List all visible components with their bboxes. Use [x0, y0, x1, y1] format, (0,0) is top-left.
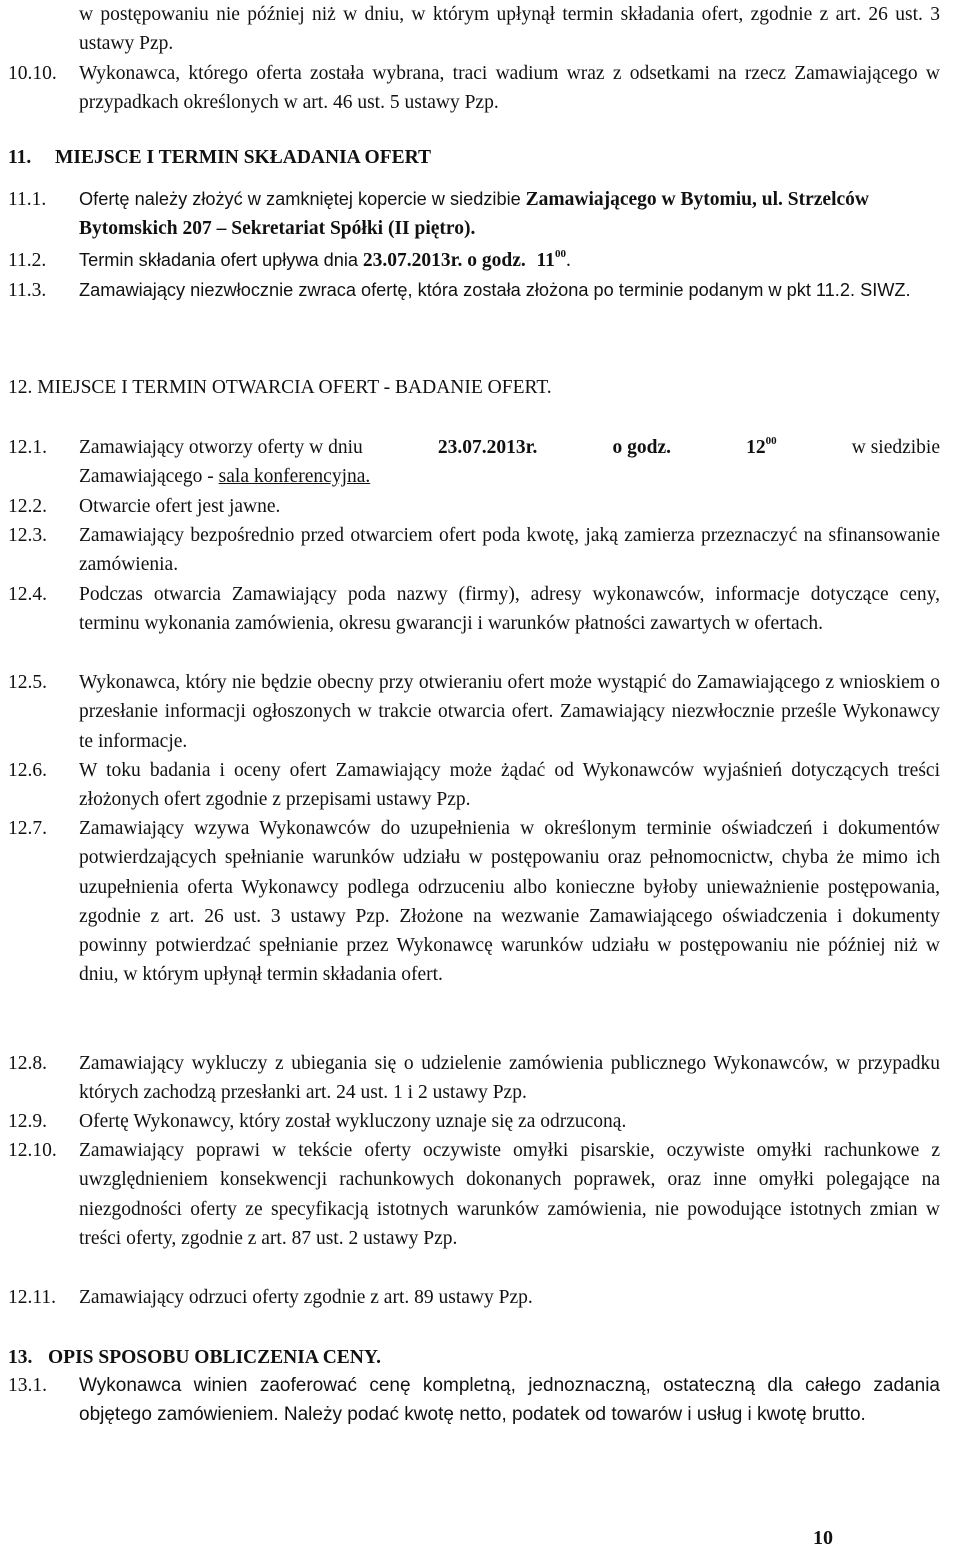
opening-hour: 12 [746, 437, 766, 458]
address-bold-a: Zamawiającego w Bytomiu, [525, 189, 757, 210]
paragraph-text [79, 246, 940, 275]
deadline-minutes: 00 [554, 248, 566, 260]
paragraph-number: 10.10. [8, 63, 57, 84]
paragraph-text: Zamawiający odrzuci oferty zgodnie z art. 89 ustawy Pzp. [79, 1287, 533, 1308]
deadline-hour: 11 [536, 250, 555, 271]
paragraph-text: Zamawiający niezwłocznie zwraca ofertę, która została złożona po terminie podanym w pkt 11.2. SIWZ. [79, 280, 911, 300]
text-run: Ofertę należy złożyć w zamkniętej kopercie w siedzibie [79, 189, 521, 209]
text-run: Zamawiającego - [79, 466, 214, 488]
paragraph-number: 12.4. [8, 584, 47, 605]
line-1 [79, 433, 940, 462]
paragraph-number: 12.5. [8, 672, 47, 693]
opening-date: 23.07.2013r. [437, 437, 538, 458]
paragraph-number: 12.10. [8, 1140, 57, 1161]
paragraph-number: 13.1. [8, 1375, 47, 1396]
paragraph-number: 12.6. [8, 760, 47, 781]
paragraph-text: Zamawiający poprawi w tekście oferty oczywiste omyłki pisarskie, oczywiste omyłki rachunkowe z uwzględnieniem konsekwencji rachunkowych dokonanych poprawek, oraz inne omyłki polegające na niezgodności oferty ze specyfikacją istotnych warunków zamówienia, nie powodujące istotnych zmian w treści oferty, zgodnie z art. 87 ust. 2 ustawy Pzp. [79, 1140, 940, 1249]
paragraph-number: 12.11. [8, 1287, 57, 1308]
paragraph-text: W toku badania i oceny ofert Zamawiający może żądać od Wykonawców wyjaśnień dotyczących treści złożonych ofert zgodnie z przepisami ustawy Pzp. [79, 760, 940, 811]
paragraph-text [79, 185, 940, 244]
paragraph-number: 12.8. [8, 1053, 47, 1074]
paragraph-text: Wykonawca, którego oferta została wybrana, traci wadium wraz z odsetkami na rzecz Zamawiającego w przypadkach określonych w art. 46 ust. 5 ustawy Pzp. [79, 63, 940, 114]
opening-place: sala konferencyjna. [218, 466, 371, 488]
heading-title: OPIS SPOSOBU OBLICZENIA CENY. [48, 1347, 382, 1368]
opening-minutes: 00 [765, 435, 777, 447]
page-number: 10 [813, 1527, 833, 1549]
section-heading-12 [8, 373, 552, 402]
paragraph-text: Zamawiający bezpośrednio przed otwarciem ofert poda kwotę, jaką zamierza przeznaczyć na sfinansowanie zamówienia. [79, 525, 940, 576]
address-bold-b: ul. Strzelców Bytomskich 207 – Sekretariat Spółki (II piętro). [79, 189, 869, 240]
paragraph-number: 12.9. [8, 1111, 47, 1132]
paragraph-number: 12.1. [8, 437, 47, 458]
paragraph-text: w postępowaniu nie później niż w dniu, w którym upłynął termin składania ofert, zgodnie z art. 26 ust. 3 ustawy Pzp. [79, 4, 940, 55]
paragraph-number: 11.3. [8, 280, 47, 301]
heading-number: 11. [8, 147, 32, 168]
section-heading-13 [8, 1343, 381, 1372]
section-heading-11 [8, 143, 431, 172]
heading-title: MIEJSCE I TERMIN SKŁADANIA OFERT [55, 147, 432, 168]
sentence-end: . [565, 250, 571, 271]
time-prefix: o godz. [467, 250, 526, 271]
paragraph-number: 12.7. [8, 818, 47, 839]
paragraph-text: Podczas otwarcia Zamawiający poda nazwy (firmy), adresy wykonawców, informacje dotyczące ceny, terminu wykonania zamówienia, okresu gwarancji i warunków płatności zawartych w ofertach. [79, 584, 940, 635]
deadline-date: 23.07.2013r. [362, 250, 463, 271]
heading-title: 12. MIEJSCE I TERMIN OTWARCIA OFERT - BADANIE OFERT. [8, 377, 552, 398]
paragraph-text: Zamawiający wzywa Wykonawców do uzupełnienia w określonym terminie oświadczeń i dokumentów potwierdzających spełnianie warunków udziału w postępowaniu oraz pełnomocnictw, chyba że mimo ich uzupełnienia oferta Wykonawcy podlega odrzuceniu albo konieczne byłoby unieważnienie postępowania, zgodnie z art. 26 ust. 3 ustawy Pzp. Złożone na wezwanie Zamawiającego oświadczenia i dokumenty powinny potwierdzać spełnianie przez Wykonawcę warunków udziału w postępowaniu nie później niż w dniu, w którym upłynął termin składania ofert. [79, 818, 940, 986]
time-prefix: o godz. [612, 437, 671, 458]
line-2 [79, 462, 940, 491]
paragraph-number: 12.3. [8, 525, 47, 546]
heading-number: 13. [8, 1347, 33, 1368]
text-run: Termin składania ofert upływa dnia [79, 250, 359, 270]
paragraph-text: Ofertę Wykonawcy, który został wykluczony uznaje się za odrzuconą. [79, 1111, 627, 1132]
paragraph-text: Wykonawca winien zaoferować cenę kompletną, jednoznaczną, ostateczną dla całego zadania objętego zamówieniem. Należy podać kwotę netto, podatek od towarów i usług i kwotę brutto. [79, 1375, 940, 1426]
text-run: Zamawiający otworzy oferty w dniu [79, 437, 363, 458]
paragraph-number: 11.2. [8, 250, 47, 271]
paragraph-text: Otwarcie ofert jest jawne. [79, 496, 281, 517]
paragraph-text [79, 433, 940, 492]
paragraph-text: Zamawiający wykluczy z ubiegania się o udzielenie zamówienia publicznego Wykonawców, w przypadku których zachodzą przesłanki art. 24 ust. 1 i 2 ustawy Pzp. [79, 1053, 940, 1104]
text-run: w siedzibie [851, 437, 940, 458]
paragraph-number: 11.1. [8, 189, 47, 210]
paragraph-number: 12.2. [8, 496, 47, 517]
paragraph-text: Wykonawca, który nie będzie obecny przy otwieraniu ofert może wystąpić do Zamawiającego z wnioskiem o przesłanie informacji ogłoszonych w trakcie otwarcia ofert. Zamawiający niezwłocznie prześle Wykonawcy te informacje. [79, 672, 940, 752]
